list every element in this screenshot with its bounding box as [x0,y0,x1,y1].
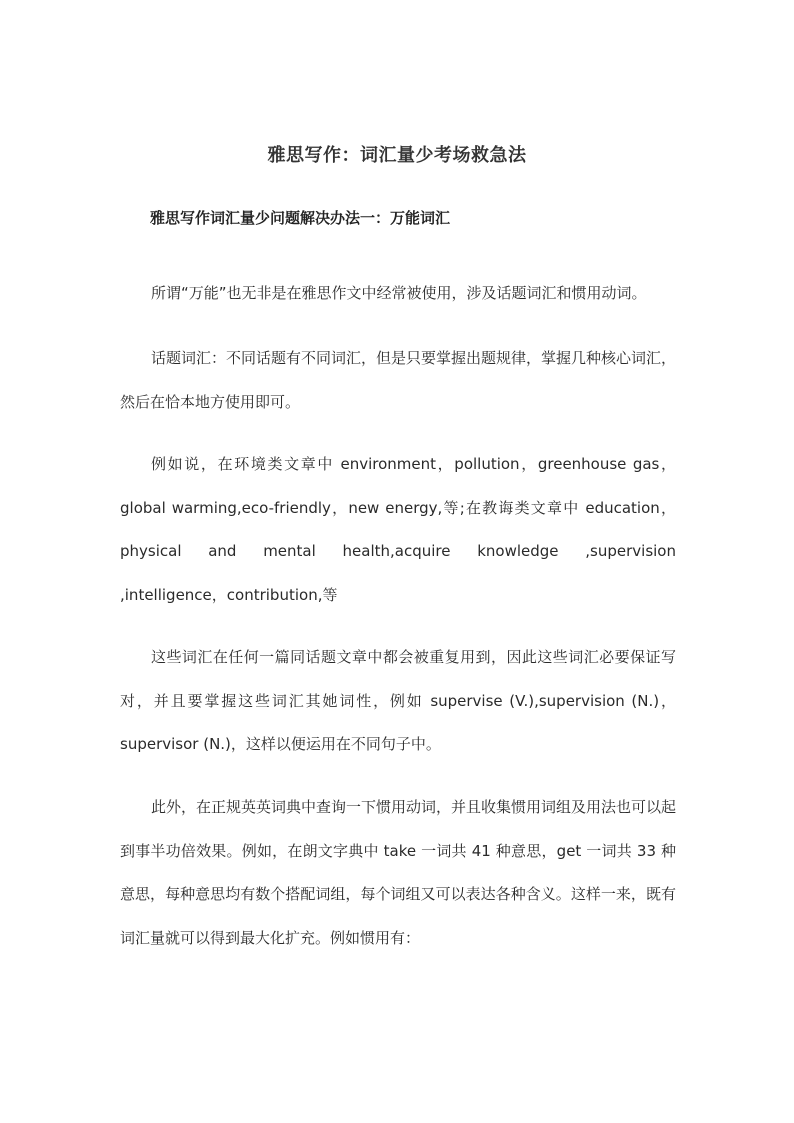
paragraph-word-forms: 这些词汇在任何一篇同话题文章中都会被重复用到，因此这些词汇必要保证写对，并且要掌握这些词汇其她词性，例如 supervise (V.),supervision (N.)，supervisor (N.)，这样以便运用在不同句子中。 [120,648,676,753]
paragraph-examples: 例如说，在环境类文章中 environment，pollution，greenhouse gas，global warming,eco-friendly，new energy,等;在教诲类文章中 education，physical and mental health,acquire knowledge ,supervision ,intelligence，contribution,等 [120,455,676,604]
paragraph-topic-vocabulary: 话题词汇：不同话题有不同词汇，但是只要掌握出题规律，掌握几种核心词汇，然后在恰本地方使用即可。 [120,349,677,411]
section-heading: 雅思写作词汇量少问题解决办法一：万能词汇 [150,209,451,227]
document-title: 雅思写作：词汇量少考场救急法 [267,145,527,166]
paragraph-intro: 所谓“万能”也无非是在雅思作文中经常被使用，涉及话题词汇和惯用动词。 [151,284,647,302]
paragraph-common-verbs: 此外，在正规英英词典中查询一下惯用动词，并且收集惯用词组及用法也可以起到事半功倍效果。例如，在朗文字典中 take 一词共 41 种意思，get 一词共 33 种意思，每种意思均有数个搭配词组，每个词组又可以表达各种含义。这样一来，既有词汇量就可以得到最大化扩充。例如惯用有： [120,798,677,947]
